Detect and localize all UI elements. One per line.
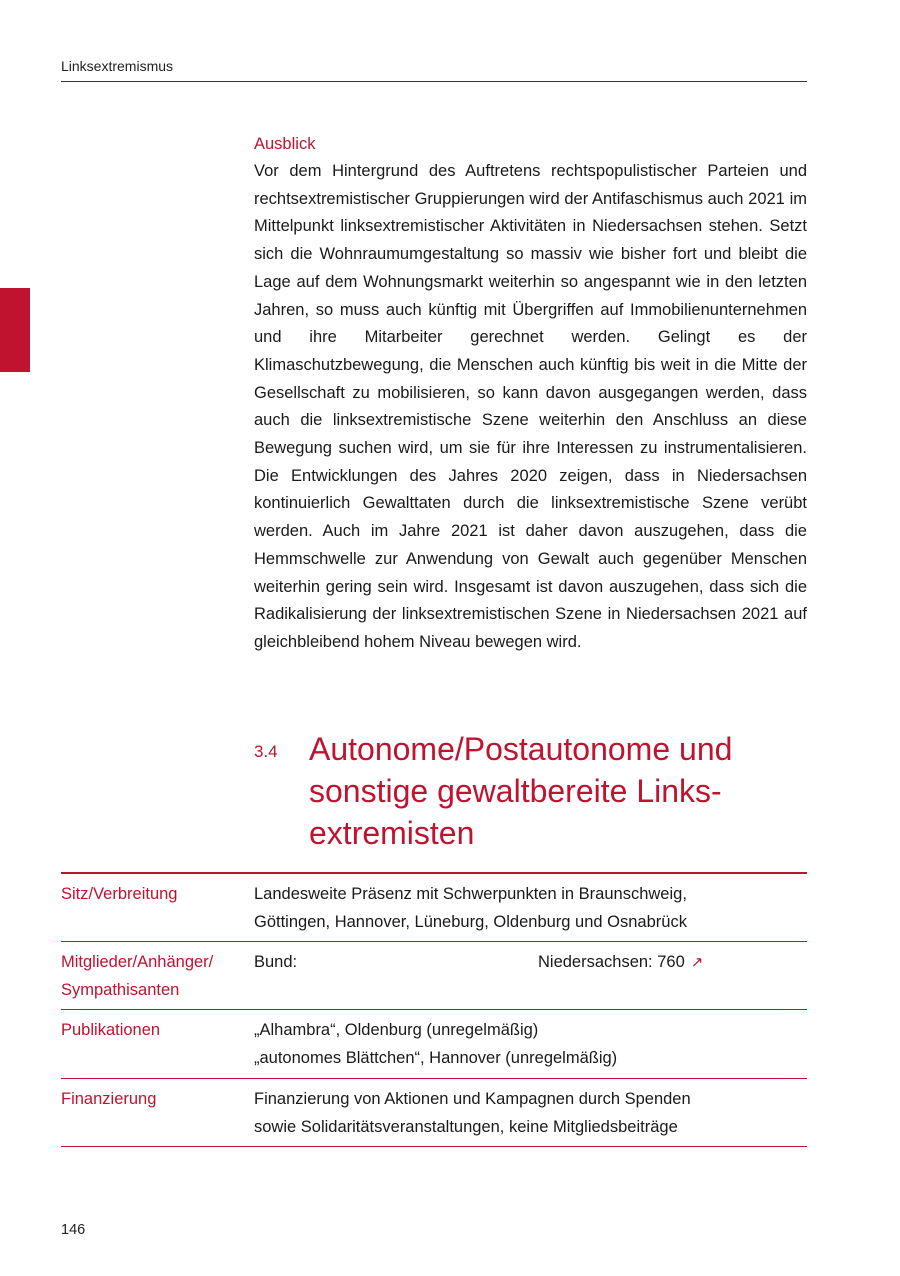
table-row-publications: [61, 1010, 807, 1078]
row-value-publications: [254, 1010, 807, 1077]
table-row-members: [61, 942, 807, 1010]
value-line: sowie Solidaritätsveranstaltungen, keine Mitgliedsbeiträge: [254, 1117, 678, 1136]
chapter-side-tab: [0, 288, 30, 372]
table-row-financing: [61, 1079, 807, 1147]
outlook-body: Vor dem Hintergrund des Auftretens rechtspopulistischer Parteien und rechtsextremistischer Gruppierungen wird der Antifaschismus auch 2021 im Mittelpunkt linksextremistischer Aktivitäten in Niedersachsen stehen. Setzt sich die Wohnraumumgestaltung so massiv wie bisher fort und bleibt die Lage auf dem Wohnungsmarkt weiterhin so angespannt wie in den letzten Jahren, so muss auch künftig mit Übergriffen auf Immobilienunternehmen und ihre Mitarbeiter gerechnet werden. Gelingt es der Klimaschutzbewegung, die Menschen auch künftig bis weit in die Mitte der Gesellschaft zu mobilisieren, so kann davon ausgegangen werden, dass auch die linksextremistische Szene weiterhin den Anschluss an diese Bewegung suchen wird, um sie für ihre Interessen zu instrumentalisieren. Die Entwicklungen des Jahres 2020 zeigen, dass in Niedersachsen kontinuierlich Gewalttaten durch die linksextremistische Szene verübt werden. Auch im Jahre 2021 ist daher davon auszugehen, dass die Hemmschwelle zur Anwendung von Gewalt auch gegenüber Menschen weiterhin gering sein wird. Insgesamt ist davon auszugehen, dass sich die Radikalisierung der linksextremistischen Szene in Niedersachsen 2021 auf gleichbleibend hohem Niveau bewegen wird.: [254, 162, 807, 651]
header-rule: [61, 81, 807, 82]
value-line: „Alhambra“, Oldenburg (unregelmäßig): [254, 1021, 539, 1040]
info-table: [61, 872, 807, 1147]
row-value-members: [254, 942, 807, 1009]
members-state: Niedersachsen: 760: [538, 953, 685, 972]
row-label-members: Mitglieder/Anhänger/ Sympathisanten: [61, 953, 214, 1000]
value-line: Göttingen, Hannover, Lüneburg, Oldenburg und Osnabrück: [254, 912, 687, 931]
table-row-seat: [61, 874, 807, 942]
row-label-financing: Finanzierung: [61, 1089, 157, 1108]
members-state-group: [538, 949, 703, 977]
row-label-seat: Sitz/Verbreitung: [61, 885, 178, 903]
row-label-publications: Publikationen: [61, 1021, 161, 1040]
members-federal: Bund:: [254, 953, 298, 972]
section-heading: [254, 728, 807, 854]
arrow-up-right-icon: ↗: [690, 954, 704, 972]
outlook-section: [254, 131, 807, 657]
running-head: Linksextremismus: [61, 58, 174, 74]
value-line: „autonomes Blättchen“, Hannover (unregelmäßig): [254, 1049, 618, 1068]
section-number: 3.4: [254, 742, 278, 761]
section-title-line: Autonome/Postautonome und: [309, 731, 733, 767]
section-title: [309, 728, 807, 854]
row-value-financing: [254, 1079, 807, 1146]
value-line: Finanzierung von Aktionen und Kampagnen durch Spenden: [254, 1089, 691, 1108]
row-value-seat: [254, 874, 807, 941]
section-title-line: sonstige gewaltbereite Links-: [309, 773, 722, 809]
outlook-heading: Ausblick: [254, 135, 316, 153]
value-line: Landesweite Präsenz mit Schwerpunkten in Braunschweig,: [254, 885, 687, 903]
section-title-line: extremisten: [309, 815, 475, 851]
page-number: 146: [61, 1222, 86, 1238]
